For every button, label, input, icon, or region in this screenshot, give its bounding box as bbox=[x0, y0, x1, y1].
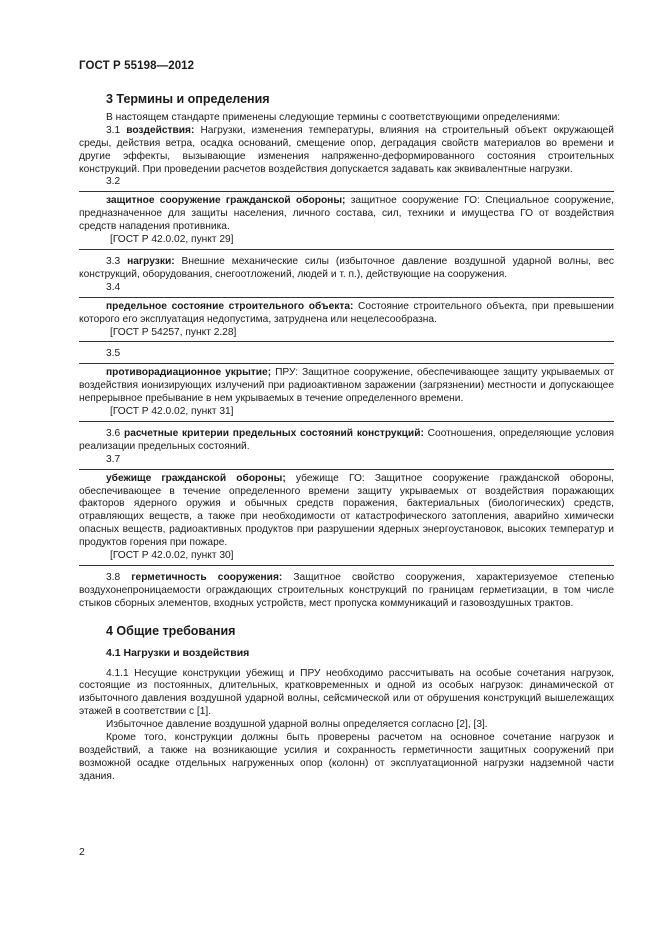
term-definition: Соотношения, определяющие условия реализации предельных состояний. bbox=[79, 427, 615, 452]
term-3-4-box bbox=[79, 297, 614, 343]
term-definition: ПРУ: Защитное сооружение, обеспечивающее защиту укрываемых от воздействия ионизирующих излучений при радиоактивном заражении (загрязнении) местности и допускающее непрерывное пребывание в нем укрываемых в течение определенного времени. bbox=[79, 367, 614, 405]
term-number: 3.1 bbox=[106, 124, 121, 136]
document-body bbox=[79, 92, 614, 784]
term-3-4-number: 3.4 bbox=[106, 281, 121, 293]
term-definition: Состояние строительного объекта, при превышении которого его эксплуатация недопустима, затруднена или нецелесообразна. bbox=[79, 300, 614, 325]
term-number: 3.3 bbox=[106, 255, 121, 267]
term-title: расчетные критерии предельных состояний конструкций: bbox=[123, 427, 424, 439]
term-3-7 bbox=[79, 473, 614, 550]
term-3-5 bbox=[79, 367, 614, 406]
term-3-7-reference: [ГОСТ Р 42.0.02, пункт 30] bbox=[110, 550, 234, 562]
term-title: противорадиационное укрытие; bbox=[106, 367, 272, 379]
term-3-7-box bbox=[79, 469, 614, 566]
subsection-4-1-heading: 4.1 Нагрузки и воздействия bbox=[106, 646, 250, 659]
paragraph-4-1-1: 4.1.1 Несущие конструкции убежищ и ПРУ необходимо рассчитывать на особые сочетания нагрузок, состоящие из постоянных, длительных, кратковременных и одной из особых нагрузок: динамической от избыточного давления воздушной ударной волны, сейсмической или от обрушения конструкций вышележащих этажей в соответствии с [1]. bbox=[79, 667, 614, 718]
section-4-heading: 4 Общие требования bbox=[106, 623, 236, 638]
section-3-heading: 3 Термины и определения bbox=[106, 92, 270, 106]
section-3-intro: В настоящем стандарте применены следующие термины с соответствующими определениями: bbox=[106, 111, 561, 123]
paragraph-additional-check: Кроме того, конструкции должны быть проверены расчетом на основное сочетание нагрузок и воздействий, а также на возникающие усилия и сохранность герметичности защитных сооружений при возможной осадке отдельных нагруженных опор (колонн) от эксплуатационной нагрузки надземной части здания. bbox=[79, 732, 614, 782]
term-3-6 bbox=[79, 428, 614, 454]
term-3-2-reference: [ГОСТ Р 42.0.02, пункт 29] bbox=[110, 234, 234, 246]
term-title: герметичность сооружения: bbox=[131, 572, 283, 583]
term-title: предельное состояние строительного объекта: bbox=[106, 300, 354, 312]
page-number: 2 bbox=[79, 846, 85, 858]
term-3-5-number: 3.5 bbox=[106, 348, 121, 360]
term-3-5-box bbox=[79, 363, 614, 422]
term-3-2 bbox=[79, 195, 614, 234]
term-3-2-box bbox=[79, 191, 614, 250]
term-definition: Внешние механические силы (избыточное давление воздушной ударной волны, вес конструкций, оборудования, снегоотложений, людей и т. п.), действующие на сооружения. bbox=[79, 255, 614, 280]
term-3-4 bbox=[79, 301, 614, 327]
term-3-8 bbox=[79, 572, 614, 611]
term-3-5-reference: [ГОСТ Р 42.0.02, пункт 31] bbox=[110, 406, 234, 418]
term-number: 3.8 bbox=[106, 572, 121, 583]
document-header-code: ГОСТ Р 55198—2012 bbox=[79, 60, 195, 72]
term-title: воздействия: bbox=[126, 124, 195, 136]
term-3-3 bbox=[79, 256, 614, 282]
paragraph-shock-wave: Избыточное давление воздушной ударной волны определяется согласно [2], [3]. bbox=[106, 719, 488, 731]
term-title: защитное сооружение гражданской обороны; bbox=[106, 195, 346, 207]
term-title: убежище гражданской обороны; bbox=[106, 472, 286, 484]
term-definition: убежище ГО: Защитное сооружение гражданской обороны, обеспечивающее в течение определенного времени защиту укрываемых от воздействия поражающих факторов ядерного оружия и обычных средств поражения, бактериальных (биологических) средств, отравляющих веществ, а также при необходимости от катастрофического затопления, аварийно химически опасных веществ, радиоактивных продуктов при разрушении ядерных энергоустановок, высоких температур и продуктов горения при пожаре. bbox=[79, 472, 614, 549]
term-3-1 bbox=[79, 125, 614, 177]
term-3-2-number: 3.2 bbox=[106, 176, 121, 188]
term-definition: Защитное свойство сооружения, характеризуемое степенью воздухонепроницаемости ограждающих строительных конструкций по границам герметизации, в том числе стыков сборных элементов, входных устройств, мест пропуска коммуникаций и газовоздушных трактов. bbox=[79, 572, 614, 609]
term-title: нагрузки: bbox=[127, 255, 175, 267]
term-definition: Нагрузки, изменения температуры, влияния на строительный объект окружающей среды, действия ветра, осадка оснований, смещение опор, деградация свойств материалов во времени и другие эффекты, вызывающие изменения напряженно-деформированного состояния строительных конструкций. При проведении расчетов воздействия допускается задавать как эквивалентные нагрузки. bbox=[79, 124, 614, 175]
term-number: 3.6 bbox=[106, 427, 121, 439]
term-3-7-number: 3.7 bbox=[106, 453, 121, 465]
term-3-4-reference: [ГОСТ Р 54257, пункт 2.28] bbox=[110, 326, 237, 338]
term-definition: защитное сооружение ГО: Специальное сооружение, предназначенное для защиты населения, личного состава, сил, техники и имущества ГО от воздействия средств нападения противника. bbox=[79, 195, 614, 233]
